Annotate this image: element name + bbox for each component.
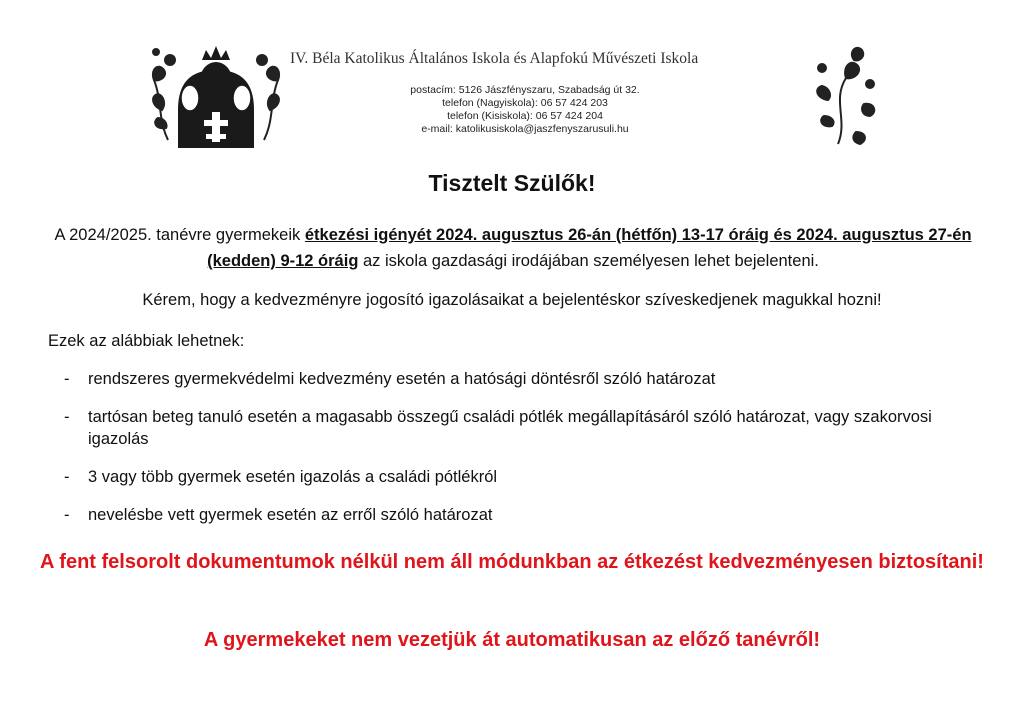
request-paragraph: Kérem, hogy a kedvezményre jogosító igazolásaikat a bejelentéskor szíveskedjenek magukkal hozni! bbox=[142, 291, 882, 309]
announcement-dates-emphasis: étkezési igényét 2024. augusztus 26-án (hétfőn) 13-17 óráig és 2024. augusztus 27-én (kedden) 9-12 óráig bbox=[207, 226, 972, 270]
list-item-text: rendszeres gyermekvédelmi kedvezmény esetén a hatósági döntésről szóló határozat bbox=[88, 370, 716, 388]
list-item-text: tartósan beteg tanuló esetén a magasabb összegű családi pótlék megállapításáról szóló határozat, vagy szakorvosi igazolás bbox=[88, 408, 932, 448]
page-heading: Tisztelt Szülők! bbox=[428, 170, 596, 196]
list-item bbox=[48, 406, 978, 450]
list-item bbox=[48, 466, 978, 488]
announcement-text-end: az iskola gazdasági irodájában személyesen lehet bejelenteni. bbox=[358, 252, 819, 270]
warning-documents-required: A fent felsorolt dokumentumok nélkül nem áll módunkban az étkezést kedvezményesen biztosítani! bbox=[40, 551, 984, 573]
document-list bbox=[48, 368, 978, 542]
contact-block bbox=[400, 84, 650, 136]
contact-email: e-mail: katolikusiskola@jaszfenyszarusuli.hu bbox=[421, 123, 629, 135]
announcement-paragraph bbox=[48, 222, 978, 274]
announcement-text-start: A 2024/2025. tanévre gyermekeik bbox=[54, 226, 305, 244]
letterhead bbox=[0, 0, 1024, 160]
floral-ornament-right-icon bbox=[808, 40, 884, 148]
list-bullet: - bbox=[64, 468, 70, 486]
list-intro: Ezek az alábbiak lehetnek: bbox=[48, 332, 245, 350]
list-bullet: - bbox=[64, 370, 70, 388]
list-item bbox=[48, 368, 978, 390]
contact-address: postacím: 5126 Jászfényszaru, Szabadság út 32. bbox=[410, 84, 640, 96]
list-bullet: - bbox=[64, 408, 70, 426]
contact-phone-main: telefon (Nagyiskola): 06 57 424 203 bbox=[442, 97, 608, 109]
school-logo-left-icon bbox=[148, 40, 284, 148]
list-item bbox=[48, 504, 978, 526]
list-bullet: - bbox=[64, 506, 70, 524]
list-item-text: nevelésbe vett gyermek esetén az erről szóló határozat bbox=[88, 506, 493, 524]
list-item-text: 3 vagy több gyermek esetén igazolás a családi pótlékról bbox=[88, 468, 498, 486]
warning-no-automatic-transfer: A gyermekeket nem vezetjük át automatikusan az előző tanévről! bbox=[203, 629, 821, 651]
school-name: IV. Béla Katolikus Általános Iskola és Alapfokú Művészeti Iskola bbox=[290, 50, 699, 67]
contact-phone-small: telefon (Kisiskola): 06 57 424 204 bbox=[447, 110, 603, 122]
